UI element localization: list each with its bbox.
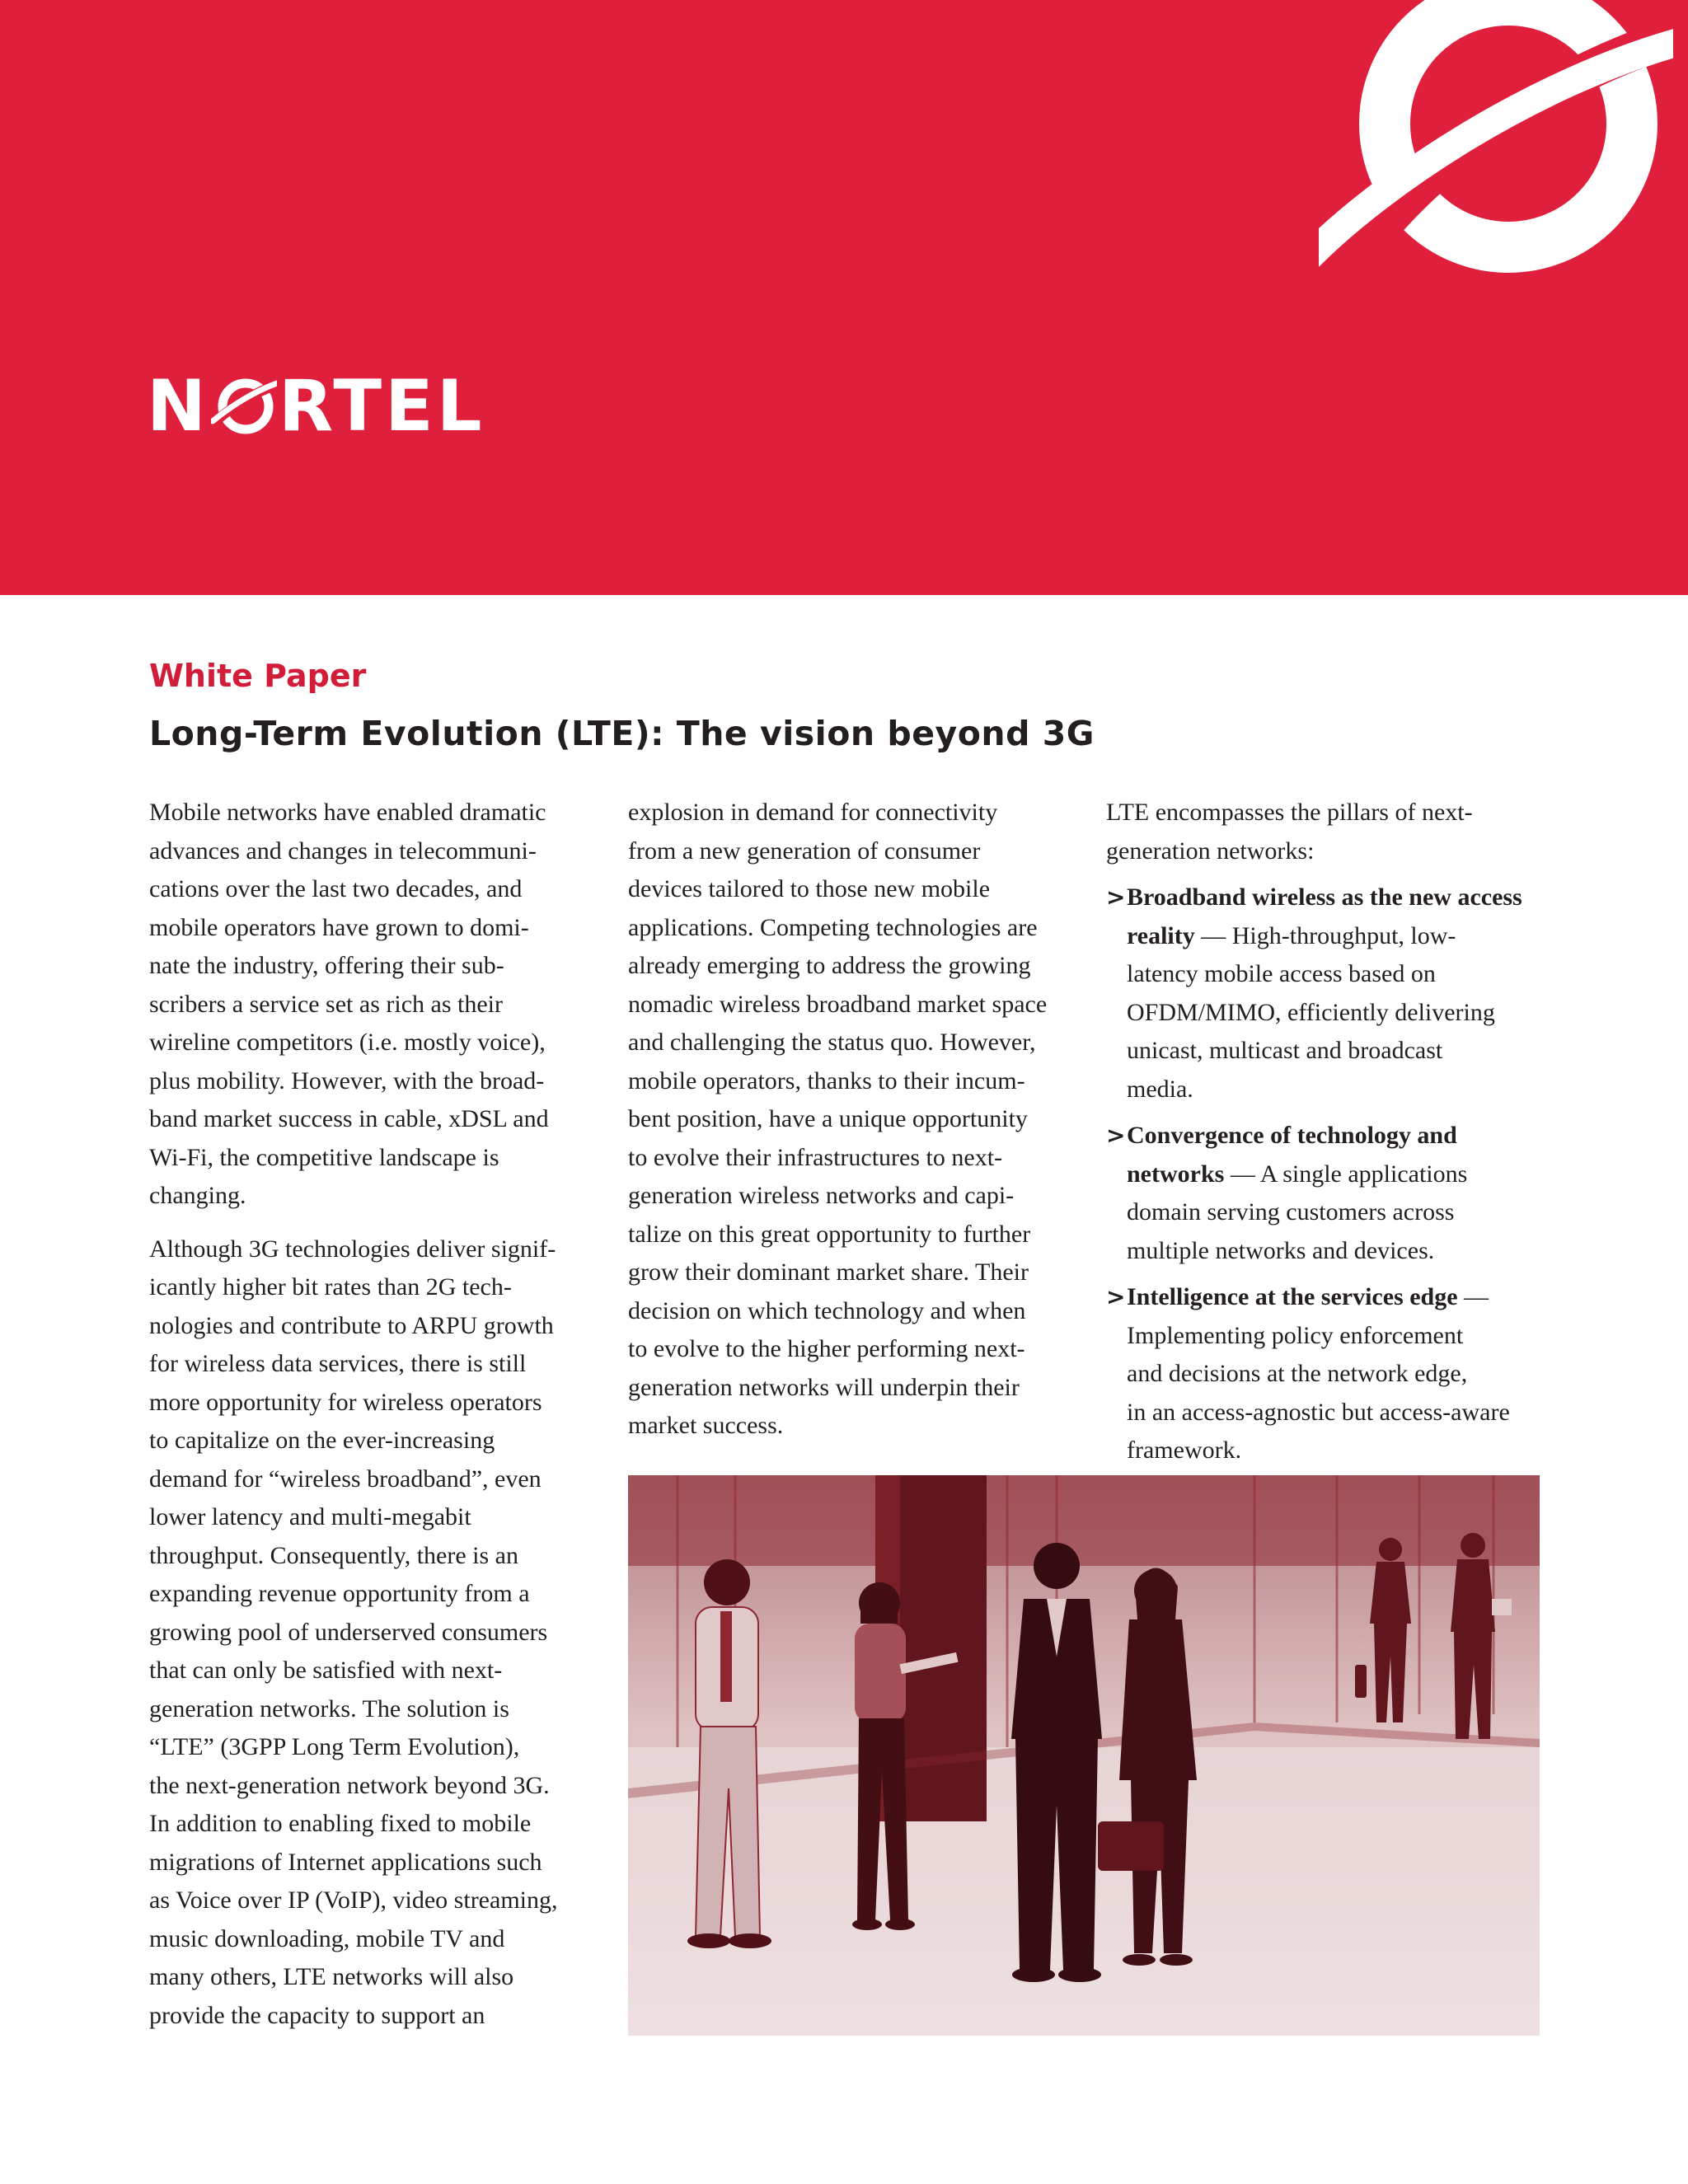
- text-line: for wireless data services, there is still: [149, 1350, 527, 1377]
- text-line: devices tailored to those new mobile: [628, 875, 991, 902]
- text-line: media.: [1127, 1075, 1193, 1103]
- bullet-arrow-icon: >: [1106, 883, 1126, 911]
- text-line: already emerging to address the growing: [628, 952, 1031, 979]
- text-line: that can only be satisfied with next-: [149, 1657, 503, 1684]
- bullet-text: — A single applications: [1224, 1160, 1468, 1188]
- logo-globe-icon: [211, 373, 277, 439]
- text-line: talize on this great opportunity to further: [628, 1220, 1031, 1248]
- text-line: nologies and contribute to ARPU growth: [149, 1311, 554, 1339]
- lobby-photo: [628, 1475, 1540, 2036]
- paragraph-intro: [149, 794, 594, 1216]
- header-banner: [0, 0, 1688, 595]
- text-line: [1127, 1117, 1551, 1155]
- bullet-text: — High-throughput, low-: [1194, 921, 1456, 949]
- nortel-globe-icon: [1319, 0, 1673, 321]
- bullet-heading: Convergence of technology and: [1127, 1122, 1457, 1149]
- bullet-convergence: [1106, 1117, 1551, 1270]
- business-people-image: [628, 1475, 1540, 2036]
- text-line: decision on which technology and when: [628, 1296, 1026, 1324]
- text-line: Mobile networks have enabled dramatic: [149, 799, 546, 826]
- text-line: generation networks. The solution is: [149, 1694, 509, 1722]
- text-line: [1127, 1278, 1551, 1317]
- text-line: demand for “wireless broadband”, even: [149, 1465, 542, 1493]
- paragraph-pillars-intro: [1106, 794, 1551, 870]
- text-line: multiple networks and devices.: [1127, 1236, 1435, 1264]
- text-line: plus mobility. However, with the broad-: [149, 1066, 545, 1094]
- text-line: explosion in demand for connectivity: [628, 799, 998, 826]
- text-line: generation wireless networks and capi-: [628, 1182, 1015, 1209]
- bullet-heading: reality: [1127, 921, 1195, 949]
- text-line: grow their dominant market share. Their: [628, 1258, 1029, 1286]
- text-line: bent position, have a unique opportunity: [628, 1105, 1028, 1132]
- text-line: [1127, 1155, 1551, 1194]
- text-line: [1127, 917, 1551, 956]
- text-line: provide the capacity to support an: [149, 2001, 485, 2029]
- bullet-arrow-icon: >: [1106, 1122, 1126, 1149]
- paragraph-3g: [149, 1230, 594, 2036]
- text-line: migrations of Internet applications such: [149, 1848, 542, 1876]
- text-line: the next-generation network beyond 3G.: [149, 1771, 550, 1799]
- bullet-heading: Broadband wireless as the new access: [1127, 883, 1522, 911]
- text-line: mobile operators have grown to domi-: [149, 913, 529, 941]
- page-title: Long-Term Evolution (LTE): The vision beyond 3G: [149, 714, 1095, 753]
- bullet-intelligence-edge: [1106, 1278, 1551, 1470]
- nortel-logo: [147, 365, 485, 448]
- text-line: throughput. Consequently, there is an: [149, 1541, 518, 1569]
- text-line: latency mobile access based on: [1127, 960, 1436, 987]
- text-line: applications. Competing technologies are: [628, 913, 1038, 941]
- text-line: wireline competitors (i.e. mostly voice),: [149, 1029, 546, 1056]
- text-line: unicast, multicast and broadcast: [1127, 1037, 1443, 1064]
- logo-letters-rtel: RTEL: [278, 365, 485, 448]
- text-line: from a new generation of consumer: [628, 837, 981, 865]
- bullet-heading: networks: [1127, 1160, 1225, 1188]
- text-line: OFDM/MIMO, efficiently delivering: [1127, 998, 1495, 1026]
- logo-letter-n: N: [147, 365, 209, 448]
- text-line: generation networks:: [1106, 837, 1315, 865]
- text-line: to evolve to the higher performing next-: [628, 1335, 1025, 1362]
- text-line: market success.: [628, 1412, 784, 1439]
- bullet-text: —: [1457, 1283, 1489, 1310]
- column-1: [149, 794, 594, 2050]
- text-line: generation networks will underpin their: [628, 1373, 1020, 1401]
- text-line: more opportunity for wireless operators: [149, 1388, 542, 1416]
- text-line: nate the industry, offering their sub-: [149, 952, 504, 979]
- bullet-broadband-wireless: [1106, 879, 1551, 1108]
- text-line: expanding revenue opportunity from a: [149, 1580, 530, 1607]
- text-line: growing pool of underserved consumers: [149, 1618, 548, 1646]
- text-line: “LTE” (3GPP Long Term Evolution),: [149, 1733, 520, 1760]
- text-line: as Voice over IP (VoIP), video streaming,: [149, 1886, 558, 1914]
- document-type: White Paper: [149, 658, 367, 694]
- text-line: changing.: [149, 1182, 246, 1209]
- bullet-arrow-icon: >: [1106, 1283, 1126, 1310]
- text-line: music downloading, mobile TV and: [149, 1924, 505, 1952]
- column-3: [1106, 794, 1551, 1479]
- text-line: to capitalize on the ever-increasing: [149, 1427, 495, 1454]
- text-line: In addition to enabling fixed to mobile: [149, 1810, 532, 1837]
- text-line: mobile operators, thanks to their incum-: [628, 1066, 1025, 1094]
- text-line: LTE encompasses the pillars of next-: [1106, 799, 1473, 826]
- text-line: and decisions at the network edge,: [1127, 1360, 1468, 1387]
- text-line: in an access-agnostic but access-aware: [1127, 1398, 1510, 1426]
- text-line: band market success in cable, xDSL and: [149, 1105, 549, 1132]
- text-line: [1127, 879, 1551, 917]
- text-line: scribers a service set as rich as their: [149, 990, 503, 1018]
- text-line: many others, LTE networks will also: [149, 1963, 514, 1990]
- text-line: Implementing policy enforcement: [1127, 1321, 1464, 1349]
- text-line: to evolve their infrastructures to next-: [628, 1143, 1003, 1171]
- text-line: nomadic wireless broadband market space: [628, 990, 1048, 1018]
- paragraph-continued: [628, 794, 1073, 1446]
- text-line: and challenging the status quo. However,: [628, 1029, 1036, 1056]
- text-line: lower latency and multi-megabit: [149, 1503, 471, 1530]
- text-line: domain serving customers across: [1127, 1198, 1455, 1226]
- text-line: cations over the last two decades, and: [149, 875, 523, 902]
- text-line: framework.: [1127, 1436, 1242, 1464]
- text-line: icantly higher bit rates than 2G tech-: [149, 1273, 512, 1301]
- column-2: [628, 794, 1073, 1460]
- bullet-heading: Intelligence at the services edge: [1127, 1283, 1458, 1310]
- text-line: advances and changes in telecommuni-: [149, 837, 537, 865]
- text-line: Wi-Fi, the competitive landscape is: [149, 1143, 499, 1171]
- text-line: Although 3G technologies deliver signif-: [149, 1235, 556, 1263]
